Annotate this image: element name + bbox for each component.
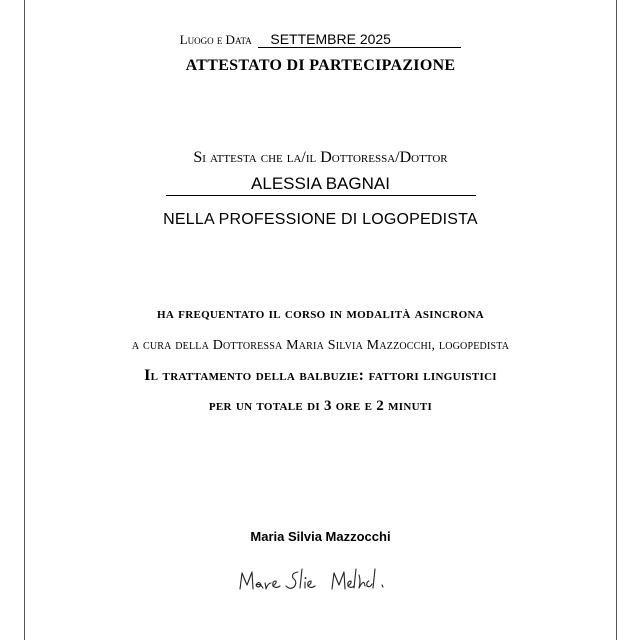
- curator-text: a cura della Dottoressa Maria Silvia Mazzocchi, logopedista: [131, 338, 510, 353]
- date-line: [25, 32, 616, 48]
- course-mode-text: ha frequentato il corso in modalità asincrona: [157, 306, 484, 322]
- participant-name-line: [25, 174, 616, 196]
- page-border-right: [616, 0, 617, 640]
- participant-name: ALESSIA BAGNAI: [166, 174, 476, 196]
- attest-text: Si attesta che la/il Dottoressa/Dottor: [193, 149, 448, 166]
- handwritten-signature: [232, 563, 412, 599]
- signer-name: Maria Silvia Mazzocchi: [250, 529, 391, 544]
- date-label: Luogo e Data: [179, 32, 252, 47]
- course-title: Il trattamento della balbuzie: fattori linguistici: [144, 367, 497, 384]
- profession-text: NELLA PROFESSIONE DI LOGOPEDISTA: [163, 211, 478, 228]
- duration-text: per un totale di 3 ore e 2 minuti: [208, 398, 433, 414]
- date-value: SETTEMBRE 2025: [258, 32, 461, 48]
- certificate-title: ATTESTATO DI PARTECIPAZIONE: [185, 57, 456, 74]
